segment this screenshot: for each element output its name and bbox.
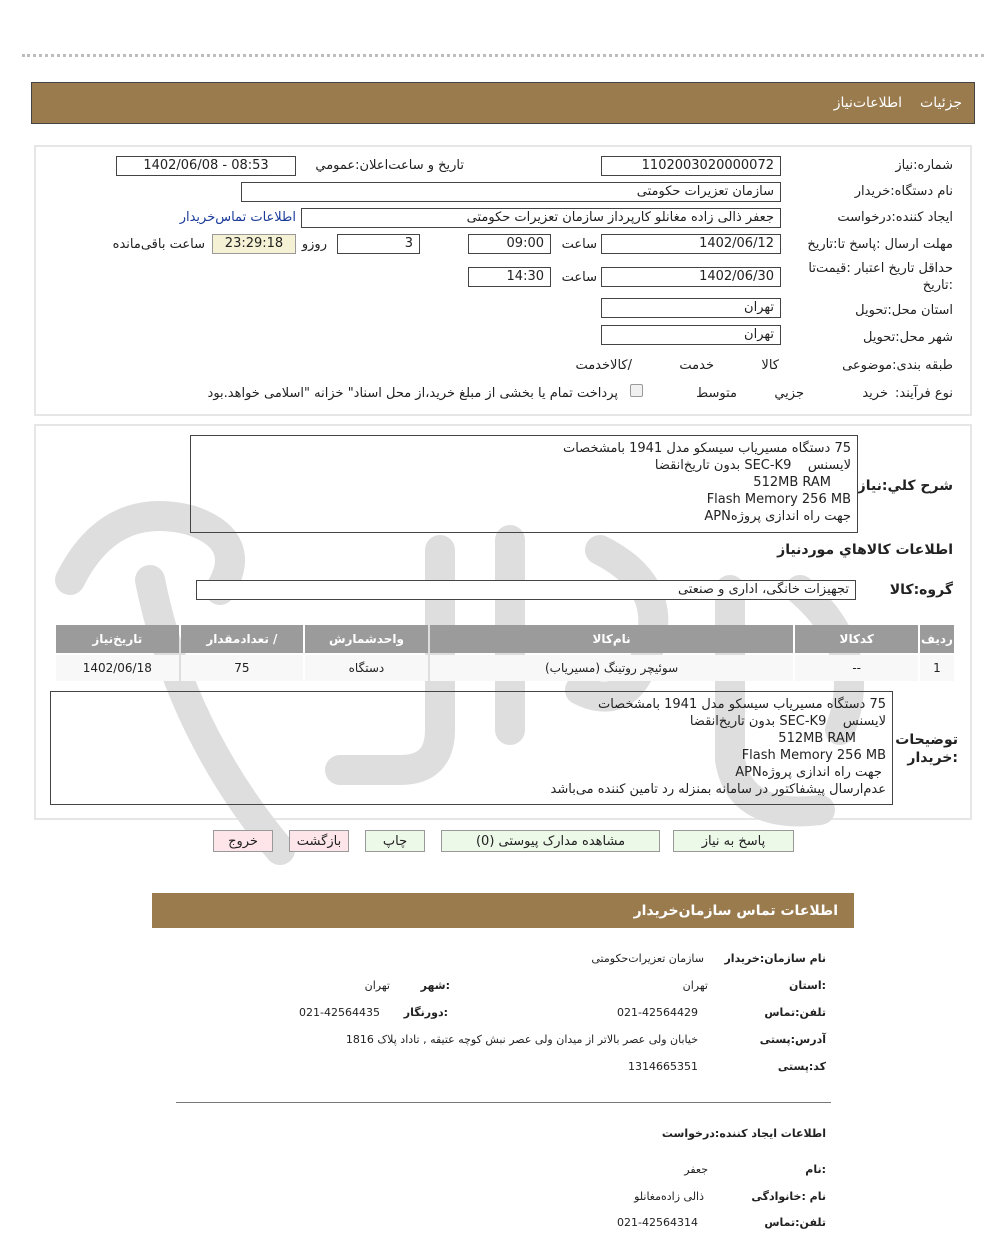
buyer-notes-line: 75 دستگاه مسیریاب سیسکو مدل 1941 بامشخصات xyxy=(597,697,886,712)
cell-goods-name: سوئیچر روتینگ (مسیریاب) xyxy=(430,655,794,681)
contact-address-value: خیابان ولی عصر بالاتر از میدان ولی عصر نبش کوچه عتیقه , تاداد پلاک 1816 xyxy=(345,1033,698,1046)
deadline-time-field: 09:00 xyxy=(468,234,551,254)
process-partial-label: جزیي xyxy=(774,386,804,401)
col-row-no: ردیف xyxy=(920,625,954,653)
goods-table xyxy=(54,623,956,683)
goods-table-header xyxy=(56,625,954,653)
validity-label-line2: :تاریخ xyxy=(922,278,953,293)
summary-label: شرح کلي:نیاز xyxy=(857,478,953,494)
contact-city-label: :شهر xyxy=(420,979,450,992)
announce-datetime-field: 1402/06/08 - 08:53 xyxy=(116,156,296,176)
category-service-label: خدمت xyxy=(679,358,714,373)
validity-hour-label: ساعت xyxy=(561,270,597,285)
need-number-label: شماره‌:نیاز xyxy=(895,158,953,173)
buyer-notes-line: 512MB RAM xyxy=(778,731,856,746)
category-label: طبقه بندی:موضوعی xyxy=(842,358,953,373)
contact-org-value: سازمان تعزیرات‌حکومتی xyxy=(591,952,704,965)
breadcrumb-details[interactable]: جزئیات xyxy=(920,95,962,111)
remaining-label: ساعت باقی‌مانده xyxy=(112,237,205,252)
contact-divider xyxy=(176,1102,831,1103)
process-medium-label: متوسط xyxy=(696,386,737,401)
province-label: استان محل:تحویل xyxy=(855,303,953,318)
creator-phone-value: 021-42564314 xyxy=(617,1216,698,1229)
process-buy-label: خرید xyxy=(862,386,888,401)
summary-line: جهت راه اندازی پروژهAPN xyxy=(704,509,851,524)
creator-phone-label: تلفن:تماس xyxy=(764,1216,826,1229)
buyer-notes-line: لایسنس SEC-K9 بدون تاریخ‌انقضا xyxy=(689,714,886,729)
category-goods-label: کالا xyxy=(761,358,779,373)
days-label: روزو xyxy=(301,237,327,252)
cell-unit: دستگاه xyxy=(305,655,428,681)
contact-city-value: تهران xyxy=(364,979,390,992)
contact-postal-value: 1314665351 xyxy=(628,1060,698,1073)
buyer-notes-line: عدم‌ارسال پیشفاکتور در سامانه بمنزله رد تامین کننده می‌باشد xyxy=(550,782,886,797)
contact-fax-value: 021-42564435 xyxy=(299,1006,380,1019)
col-need-date: تاریخ‌نیاز xyxy=(56,625,179,653)
category-goods-service-label: /کالاخدمت xyxy=(575,358,632,373)
buyer-notes-box xyxy=(50,691,893,805)
col-goods-name: نام‌کالا xyxy=(430,625,794,653)
days-field: 3 xyxy=(337,234,420,254)
buyer-notes-label-1: توضیحات xyxy=(895,732,958,748)
province-field: تهران xyxy=(601,298,781,318)
city-field: تهران xyxy=(601,325,781,345)
creator-family-value: ذالی زاده‌مغانلو xyxy=(634,1190,704,1203)
exit-button[interactable]: خروج xyxy=(213,830,273,852)
breadcrumb-need-info[interactable]: اطلاعات‌نیاز xyxy=(833,95,903,111)
creator-name-value: جعفر xyxy=(684,1163,708,1176)
creator-label: ایجاد کننده:درخواست xyxy=(837,210,953,225)
col-goods-code: کدکالا xyxy=(795,625,918,653)
cell-row-no: 1 xyxy=(920,655,954,681)
contact-address-label: آدرس:پستی xyxy=(759,1033,826,1046)
top-divider xyxy=(22,54,984,57)
contact-phone-label: تلفن:تماس xyxy=(764,1006,826,1019)
summary-line: Flash Memory 256 MB xyxy=(706,492,851,507)
col-unit: واحدشمارش xyxy=(305,625,428,653)
contact-province-value: تهران xyxy=(682,979,708,992)
buyer-org-label: نام دستگاه:خریدار xyxy=(854,184,953,199)
validity-time-field: 14:30 xyxy=(468,267,551,287)
contact-postal-label: کد:پستی xyxy=(777,1060,826,1073)
cell-need-date: 1402/06/18 xyxy=(56,655,179,681)
process-label: نوع فرآیند: xyxy=(895,386,953,401)
validity-label-line1: حداقل تاریخ اعتبار :قیمت‌تا xyxy=(808,261,953,276)
buyer-notes-line: Flash Memory 256 MB xyxy=(741,748,886,763)
col-quantity: / تعداد‌مقدار xyxy=(181,625,304,653)
goods-section-title: اطلاعات کالاهاي مورد‌نیاز xyxy=(777,542,953,558)
goods-group-field: تجهیزات خانگی، اداری و صنعتی xyxy=(196,580,856,600)
goods-group-label: گروه:کالا xyxy=(889,582,953,598)
cell-goods-code: -- xyxy=(795,655,918,681)
summary-line: 75 دستگاه مسیریاب سیسکو مدل 1941 بامشخصات xyxy=(562,441,851,456)
creator-family-label: نام :خانوادگی xyxy=(751,1190,826,1203)
cell-quantity: 75 xyxy=(181,655,304,681)
page-header xyxy=(31,82,975,124)
summary-box xyxy=(190,435,858,533)
table-row xyxy=(56,655,954,681)
creator-field: جعفر ذالی زاده مغانلو کارپرداز سازمان تعزیرات حکومتی xyxy=(301,208,781,228)
creator-info-title: اطلاعات ایجاد کننده:درخواست xyxy=(661,1127,826,1140)
buyer-contact-header: اطلاعات تماس سازمان‌خریدار xyxy=(152,893,854,928)
buyer-notes-label-2: :خریدار xyxy=(907,750,958,766)
contact-org-label: نام سازمان:خریدار xyxy=(724,952,826,965)
city-label: شهر محل:تحویل xyxy=(863,330,953,345)
attachments-button[interactable]: مشاهده مدارک پیوستی (0) xyxy=(441,830,660,852)
validity-date-field: 1402/06/30 xyxy=(601,267,781,287)
contact-province-label: :استان xyxy=(789,979,826,992)
creator-name-label: :نام xyxy=(805,1163,826,1176)
buyer-notes-line: جهت راه اندازی پروژهAPN xyxy=(735,765,886,780)
deadline-label: مهلت ارسال :پاسخ تا:تاریخ xyxy=(807,237,953,252)
summary-line: 512MB RAM xyxy=(753,475,831,490)
contact-phone-value: 021-42564429 xyxy=(617,1006,698,1019)
treasury-note: پرداخت تمام یا بخشی از مبلغ خرید،از محل اسناد" خزانه "اسلامی خواهد.بود xyxy=(207,386,618,401)
announce-label: تاریخ و ساعت‌اعلان:عمومي xyxy=(315,158,464,173)
reply-button[interactable]: پاسخ به نیاز xyxy=(673,830,794,852)
remaining-time-field: 23:29:18 xyxy=(212,234,296,254)
buyer-org-field: سازمان تعزیرات حکومتی xyxy=(241,182,781,202)
back-button[interactable]: بازگشت xyxy=(289,830,349,852)
deadline-hour-label: ساعت xyxy=(561,237,597,252)
buyer-contact-link[interactable]: اطلاعات تماس‌خریدار xyxy=(179,210,296,225)
need-number-field: 1102003020000072 xyxy=(601,156,781,176)
print-button[interactable]: چاپ xyxy=(365,830,425,852)
treasury-checkbox[interactable] xyxy=(630,384,643,397)
deadline-date-field: 1402/06/12 xyxy=(601,234,781,254)
summary-line: لایسنس SEC-K9 بدون تاریخ‌انقضا xyxy=(654,458,851,473)
contact-fax-label: :دورنگار xyxy=(403,1006,448,1019)
